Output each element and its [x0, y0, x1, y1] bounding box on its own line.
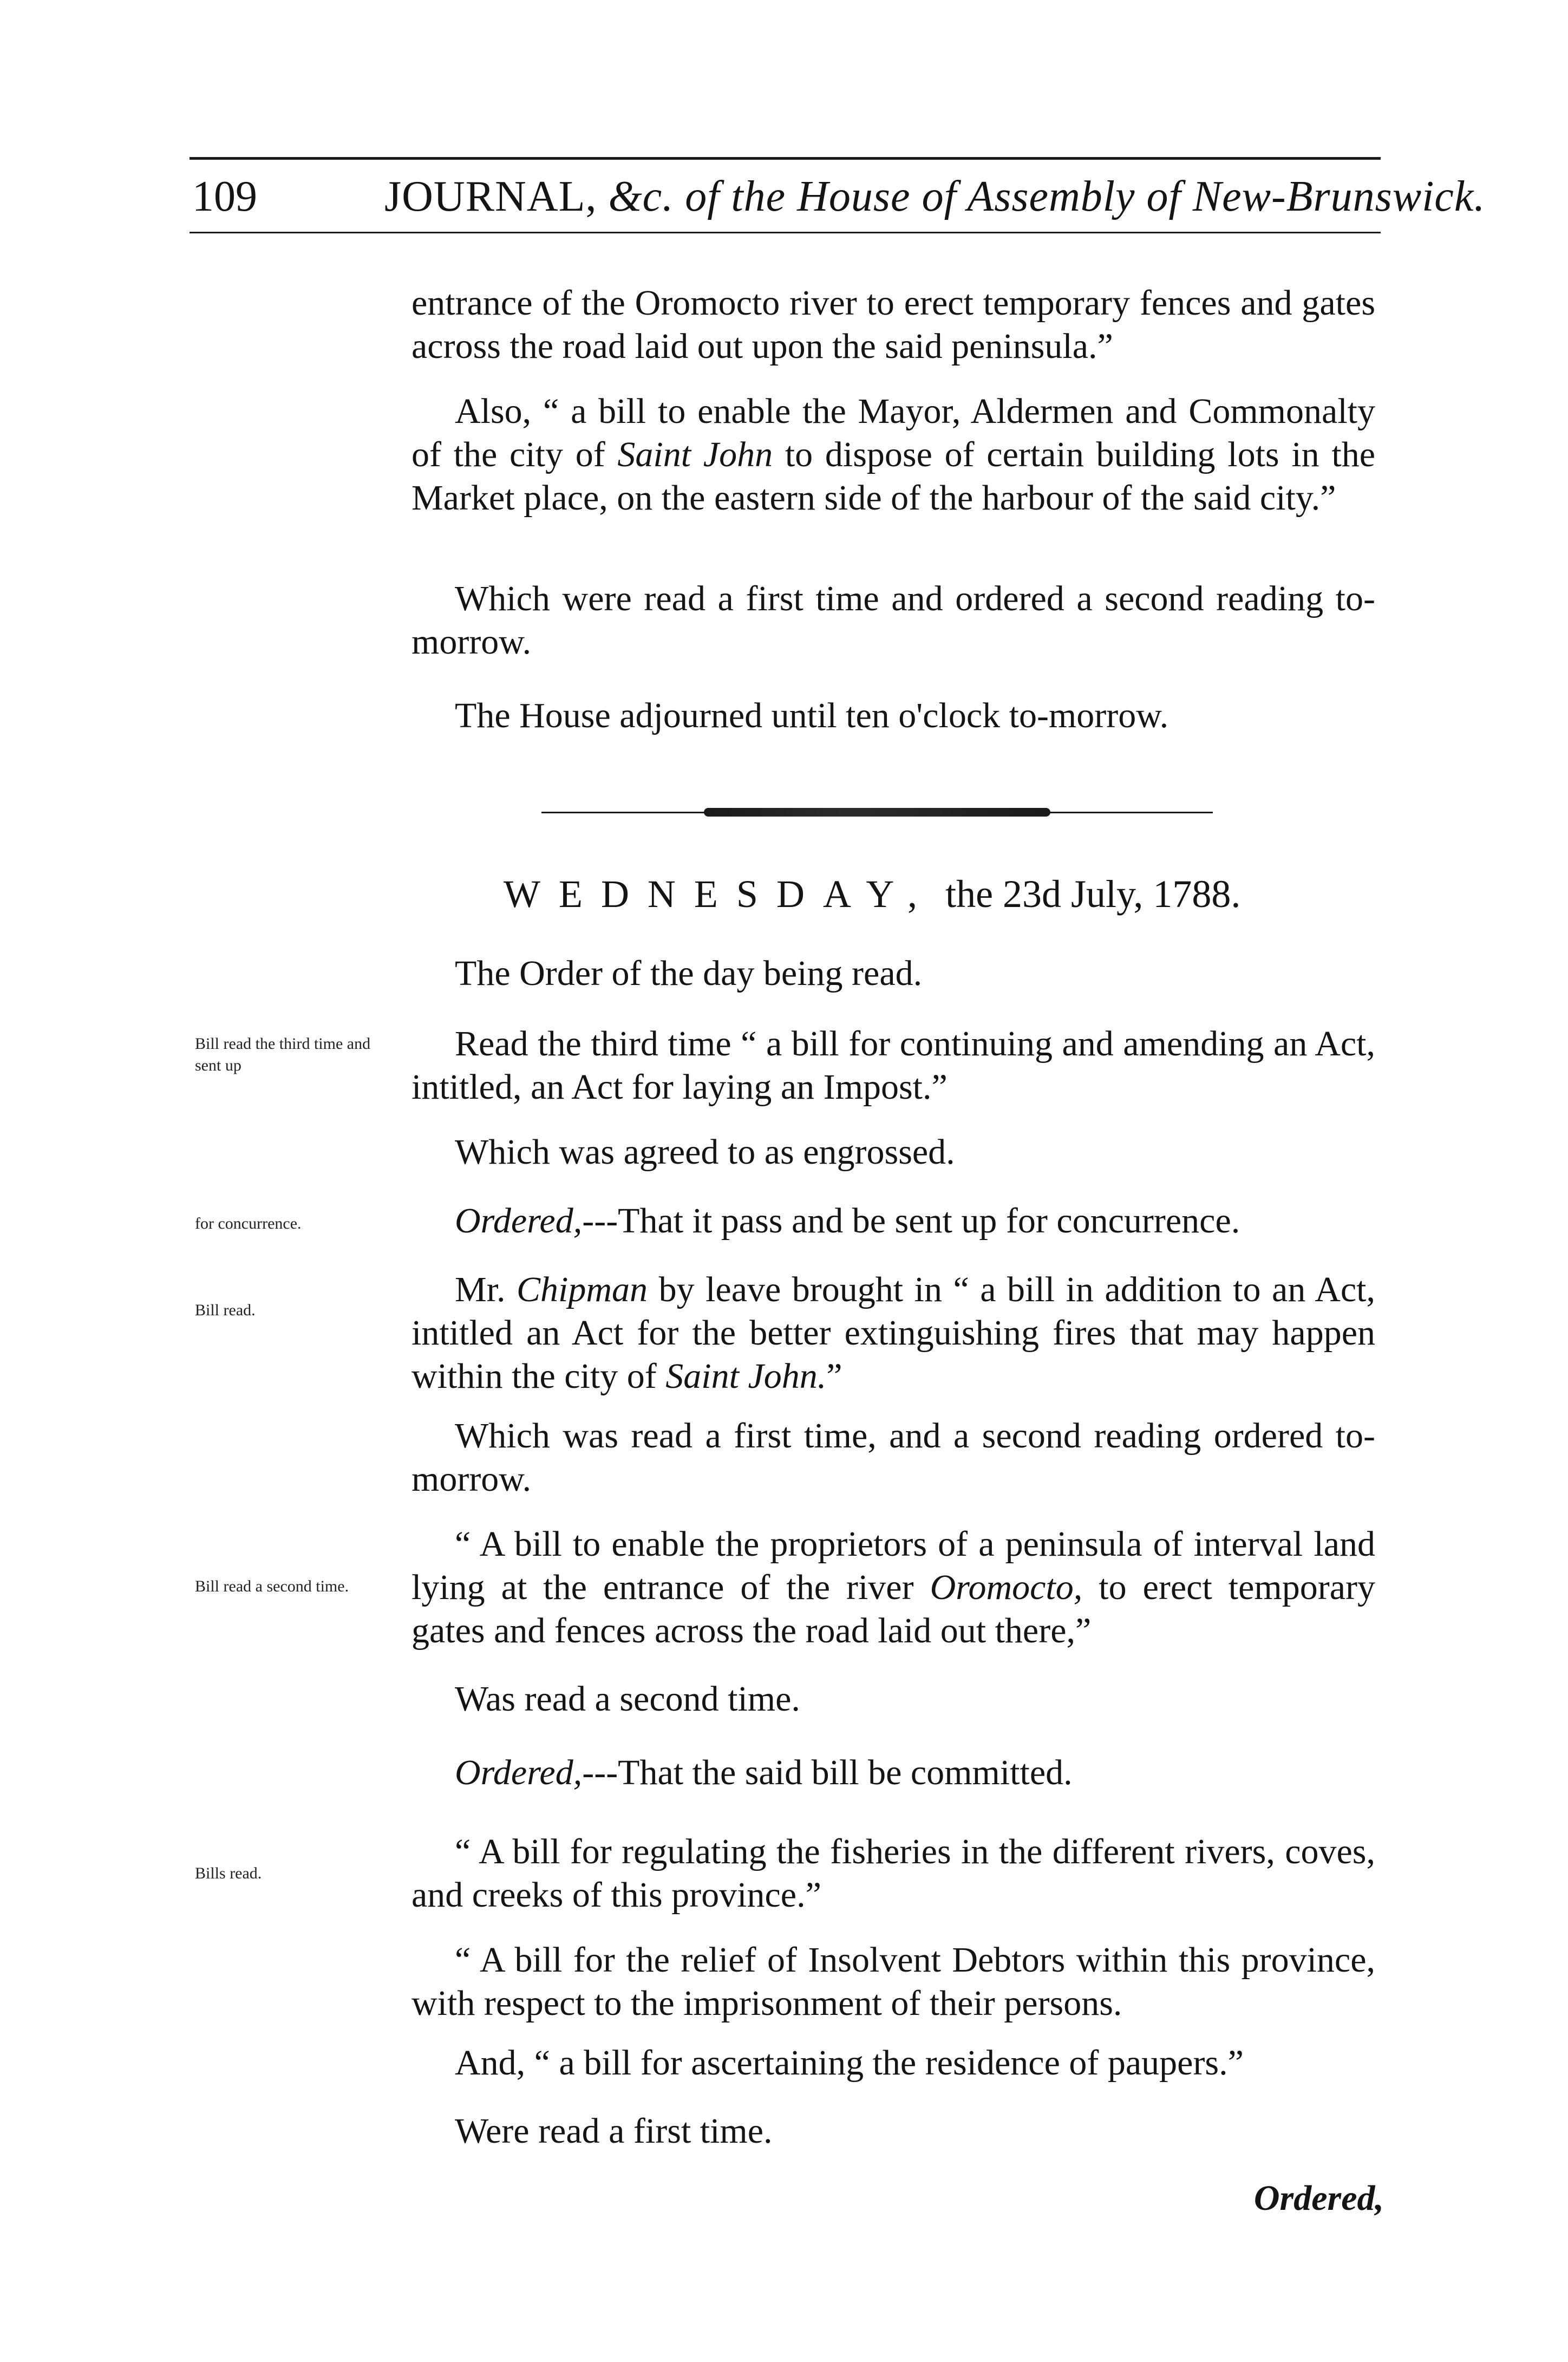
paragraph-text: by leave brought in “ a bill in addition to an Act, intitled an Act for the better extinguishing fires that may happen within the city of: [411, 1270, 1375, 1396]
paragraph-engrossed: Which was agreed to as engrossed.: [455, 1132, 955, 1172]
place-name: Saint John: [617, 435, 773, 474]
paragraph-ordered-committed: [411, 1751, 1375, 1795]
ordered-label: Ordered,: [455, 1753, 583, 1792]
paragraph-text: Mr.: [455, 1270, 517, 1309]
paragraph-order-of-day: The Order of the day being read.: [455, 954, 923, 993]
paragraph-text: Also, “ a bill to enable the Mayor, Aldermen and Commonalty of the city of: [411, 392, 1375, 474]
paragraph-chipman-bill: [411, 1268, 1375, 1398]
header-bottom-rule: [190, 232, 1381, 233]
paragraph-fisheries-bill: “ A bill for regulating the fisheries in the different rivers, coves, and creeks of this province.”: [411, 1832, 1375, 1915]
paragraph-text: ---That the said bill be committed.: [582, 1753, 1073, 1792]
day-heading-date: the 23d July, 1788.: [945, 872, 1241, 916]
margin-note-third-reading: Bill read the third time and sent up: [195, 1035, 371, 1074]
paragraph-text: to erect temporary gates and fences across the road laid out there,”: [411, 1568, 1375, 1650]
paragraph-ordered-concurrence: [411, 1199, 1375, 1243]
paragraph-paupers-bill: And, “ a bill for ascertaining the residence of paupers.”: [455, 2043, 1244, 2083]
header-title-suffix: &c. of the House of Assembly of New-Brunswick.: [608, 173, 1486, 220]
paragraph-first-time: Were read a first time.: [455, 2111, 773, 2151]
day-heading-weekday: WEDNESDAY,: [504, 872, 936, 916]
paragraph-bill-saint-john: [411, 390, 1375, 520]
paragraph-third-reading: Read the third time “ a bill for continuing and amending an Act, intitled, an Act for laying an Impost.”: [411, 1024, 1375, 1107]
paragraph-second-reading-ordered: Which was read a first time, and a second reading ordered to-morrow.: [411, 1416, 1375, 1499]
day-heading: [504, 872, 1240, 917]
paragraph-first-reading: Which were read a first time and ordered a second reading to-morrow.: [411, 579, 1375, 662]
paragraph-text: to dispose of certain building lots in the Market place, on the eastern side of the harbour of the said city.”: [411, 435, 1376, 518]
paragraph-peninsula-bill: [411, 1523, 1375, 1653]
paragraph-read-second-time: Was read a second time.: [455, 1679, 800, 1719]
paragraph-insolvent-debtors-bill: “ A bill for the relief of Insolvent Debtors within this province, with respect to the imprisonment of their persons.: [411, 1940, 1375, 2023]
margin-note-bill-read: Bill read.: [195, 1301, 256, 1319]
member-name: Chipman: [517, 1270, 648, 1309]
paragraph-text: “ A bill to enable the proprietors of a peninsula of interval land lying at the entrance of the river: [411, 1524, 1375, 1607]
place-name: Saint John.: [665, 1356, 827, 1396]
header-title-prefix: JOURNAL,: [384, 173, 597, 220]
page-number: 109: [192, 173, 257, 220]
header-top-rule: [190, 157, 1381, 160]
margin-note-bills-read: Bills read.: [195, 1864, 262, 1882]
catchword: Ordered,: [1253, 2178, 1384, 2218]
paragraph-text: ”: [826, 1356, 842, 1396]
river-name: Oromocto,: [930, 1568, 1083, 1607]
paragraph-text: ---That it pass and be sent up for concurrence.: [582, 1201, 1240, 1241]
running-header: [384, 172, 1485, 221]
section-divider-ornament: [541, 806, 1213, 819]
margin-note-second-reading: Bill read a second time.: [195, 1577, 349, 1595]
margin-note-concurrence: for concurrence.: [195, 1215, 302, 1232]
paragraph-adjourned: The House adjourned until ten o'clock to-morrow.: [455, 696, 1169, 735]
paragraph-continuation: entrance of the Oromocto river to erect temporary fences and gates across the road laid out upon the said peninsula.”: [411, 283, 1375, 366]
ordered-label: Ordered,: [455, 1201, 583, 1241]
